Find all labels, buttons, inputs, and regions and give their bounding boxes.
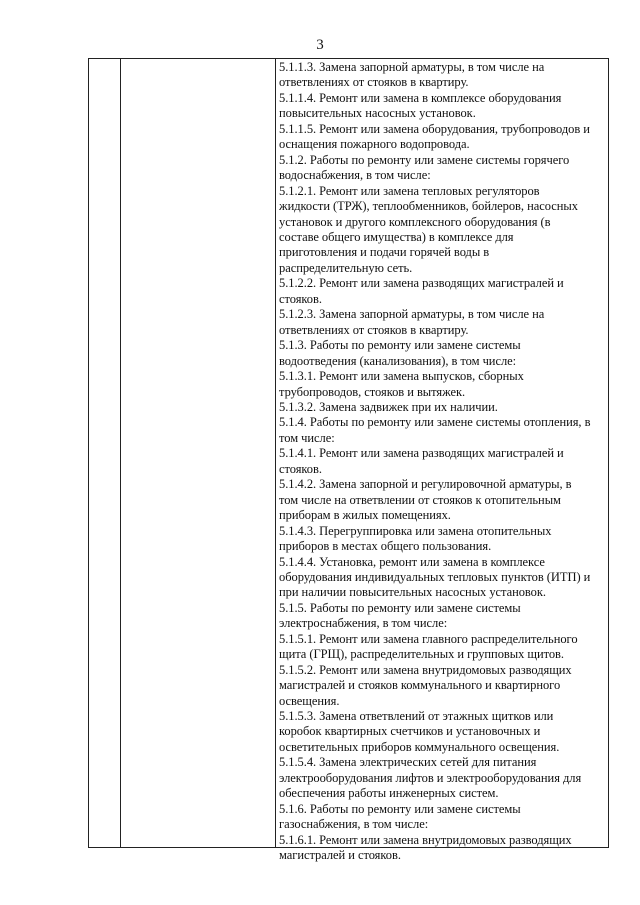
list-item-line: 5.1.2.1. Ремонт или замена тепловых регуляторов [279,183,540,198]
list-item-line: том числе: [279,430,335,445]
list-item-line: 5.1.5.1. Ремонт или замена главного распределительного [279,631,578,646]
list-item-line: при наличии повысительных насосных установок. [279,585,546,600]
list-item-line: ответвлениях от стояков в квартиру. [279,75,469,90]
list-item-line: осветительных приборов коммунального освещения. [279,739,560,754]
list-item-line: распределительную сеть. [279,260,413,275]
list-item [279,477,605,523]
list-item [279,369,605,400]
list-item-line: приборов в местах общего пользования. [279,539,492,554]
list-item-line: магистралей и стояков коммунального и квартирного [279,678,561,693]
list-item-line: жидкости (ТРЖ), теплообменников, бойлеров, насосных [279,199,578,214]
list-item-line: водоотведения (канализования), в том числе: [279,353,517,368]
list-item [279,91,605,122]
list-item-line: 5.1.2.3. Замена запорной арматуры, в том числе на [279,307,545,322]
list-item [279,632,605,663]
list-item-line: газоснабжения, в том числе: [279,817,429,832]
list-item-line: 5.1.4.2. Замена запорной и регулировочной арматуры, в [279,477,572,492]
list-item-line: 5.1.1.4. Ремонт или замена в комплексе оборудования [279,90,562,105]
list-item [279,663,605,709]
list-item-line: 5.1.4.1. Ремонт или замена разводящих магистралей и [279,446,564,461]
list-item-line: том числе на ответвлении от стояков к отопительным [279,492,561,507]
list-item-line: составе общего имущества) в комплексе для [279,229,514,244]
list-item-line: установок и другого комплексного оборудования (в [279,214,551,229]
list-item [279,755,605,801]
page-number: 3 [316,37,324,53]
list-item [279,524,605,555]
table-cell-work-list [279,60,605,864]
list-item-line: обеспечения работы инженерных систем. [279,786,499,801]
list-item-line: 5.1.4.4. Установка, ремонт или замена в комплексе [279,554,545,569]
list-item [279,338,605,369]
list-item-line: стояков. [279,461,322,476]
list-item-line: трубопроводов, стояков и вытяжек. [279,384,466,399]
list-item [279,184,605,277]
list-item-line: оборудования индивидуальных тепловых пунктов (ИТП) и [279,569,591,584]
list-item [279,307,605,338]
list-item-line: электроснабжения, в том числе: [279,616,448,631]
list-item-line: 5.1.3.1. Ремонт или замена выпусков, сборных [279,369,524,384]
list-item-line: водоснабжения, в том числе: [279,168,431,183]
list-item [279,601,605,632]
list-item-line: электрооборудования лифтов и электрооборудования для [279,770,582,785]
table-column-divider [120,59,121,847]
list-item-line: повысительных насосных установок. [279,106,476,121]
list-item-line: магистралей и стояков. [279,848,401,863]
list-item-line: приборам в жилых помещениях. [279,508,451,523]
list-item [279,446,605,477]
list-item-line: 5.1.5.2. Ремонт или замена внутридомовых разводящих [279,662,572,677]
list-item-line: 5.1.1.5. Ремонт или замена оборудования, трубопроводов и [279,121,590,136]
list-item [279,833,605,864]
list-item-line: коробок квартирных счетчиков и установочных и [279,724,541,739]
list-item [279,555,605,601]
list-item-line: оснащения пожарного водопровода. [279,137,470,152]
list-item [279,802,605,833]
list-item-line: 5.1.6. Работы по ремонту или замене системы [279,801,521,816]
list-item-line: 5.1.3. Работы по ремонту или замене системы [279,338,521,353]
list-item [279,153,605,184]
list-item-line: ответвлениях от стояков в квартиру. [279,322,469,337]
document-table [88,58,609,863]
list-item-line: стояков. [279,291,322,306]
list-item [279,122,605,153]
list-item [279,60,605,91]
list-item-line: 5.1.5. Работы по ремонту или замене системы [279,600,521,615]
list-item [279,400,605,415]
list-item-line: 5.1.2. Работы по ремонту или замене системы горячего [279,152,570,167]
list-item [279,415,605,446]
list-item-line: 5.1.4.3. Перегруппировка или замена отопительных [279,523,552,538]
list-item [279,709,605,755]
list-item-line: 5.1.5.3. Замена ответвлений от этажных щитков или [279,709,554,724]
list-item-line: 5.1.1.3. Замена запорной арматуры, в том числе на [279,60,545,74]
list-item-line: 5.1.3.2. Замена задвижек при их наличии. [279,399,498,414]
list-item-line: щита (ГРЩ), распределительных и групповых щитов. [279,647,564,662]
list-item [279,276,605,307]
list-item-line: 5.1.6.1. Ремонт или замена внутридомовых разводящих [279,832,572,847]
list-item-line: 5.1.2.2. Ремонт или замена разводящих магистралей и [279,276,564,291]
list-item-line: освещения. [279,693,340,708]
list-item-line: 5.1.5.4. Замена электрических сетей для питания [279,755,537,770]
list-item-line: 5.1.4. Работы по ремонту или замене системы отопления, в [279,415,591,430]
table-column-divider [275,59,276,847]
list-item-line: приготовления и подачи горячей воды в [279,245,490,260]
